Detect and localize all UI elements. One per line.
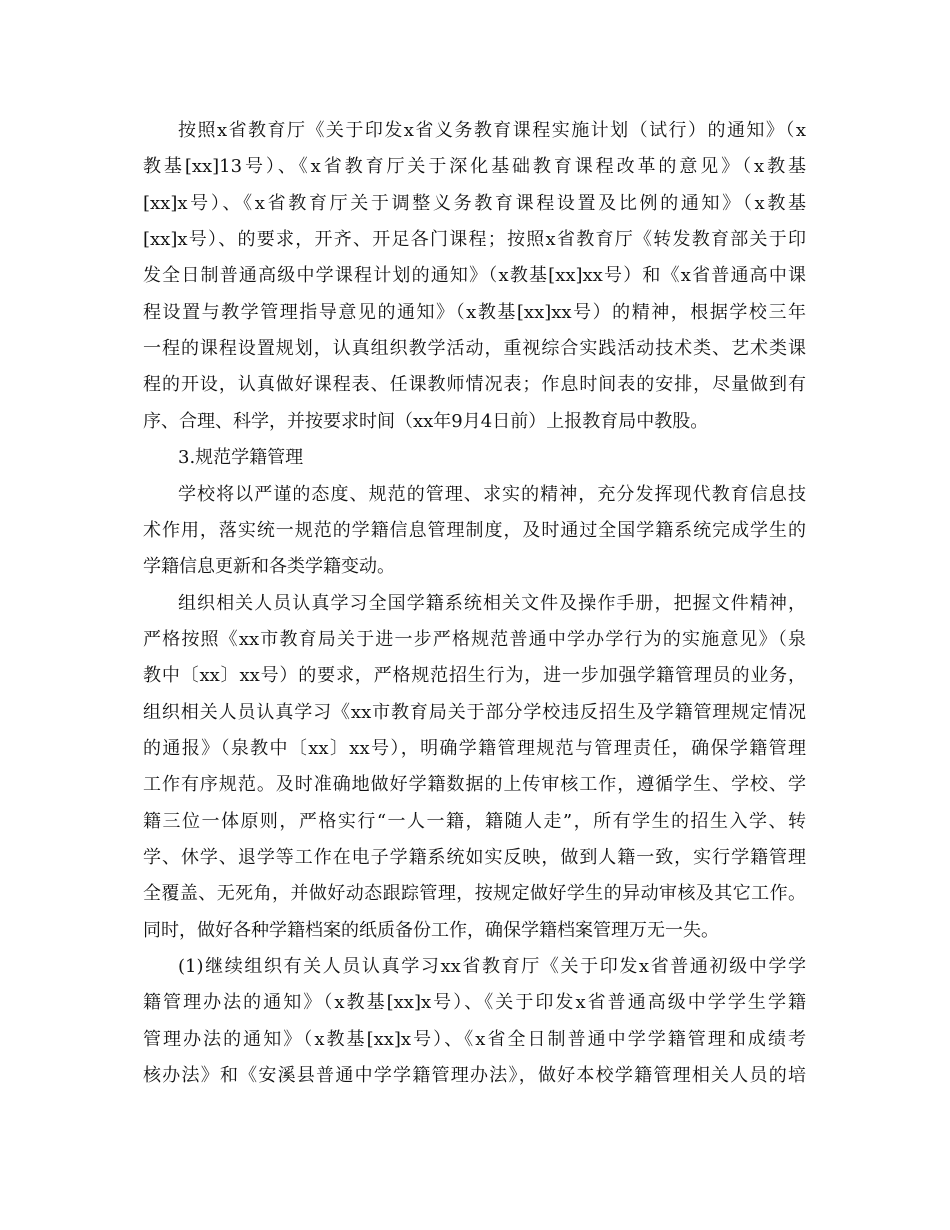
text-line: 学校将以严谨的态度、规范的管理、求实的精神，充分发挥现代教育信息技 xyxy=(178,483,806,505)
text-line: 管理办法的通知》（x教基[xx]x号）、《x省全日制普通中学学籍管理和成绩考 xyxy=(143,1028,806,1050)
text-line: 3.规范学籍管理 xyxy=(178,447,304,469)
text-line: 籍三位一体原则，严格实行“一人一籍，籍随人走”，所有学生的招生入学、转 xyxy=(143,810,806,832)
text-line: 严格按照《xx市教育局关于进一步严格规范普通中学办学行为的实施意见》（泉 xyxy=(143,628,806,650)
text-line: 程设置与教学管理指导意见的通知》（x教基[xx]xx号）的精神，根据学校三年 xyxy=(143,301,806,323)
text-line: 组织相关人员认真学习《xx市教育局关于部分学校违反招生及学籍管理规定情况 xyxy=(143,701,806,723)
text-line: [xx]x号）、《x省教育厅关于调整义务教育课程设置及比例的通知》（x教基 xyxy=(143,192,806,214)
text-line: 工作有序规范。及时准确地做好学籍数据的上传审核工作，遵循学生、学校、学 xyxy=(143,774,806,796)
text-line: 发全日制普通高级中学课程计划的通知》（x教基[xx]xx号）和《x省普通高中课 xyxy=(143,265,806,287)
text-line: 序、合理、科学，并按要求时间（xx年9月4日前）上报教育局中教股。 xyxy=(143,410,709,432)
text-line: 核办法》和《安溪县普通中学学籍管理办法》，做好本校学籍管理相关人员的培 xyxy=(143,1065,806,1087)
text-line: [xx]x号）、的要求，开齐、开足各门课程；按照x省教育厅《转发教育部关于印 xyxy=(143,229,806,251)
text-line: (1)继续组织有关人员认真学习xx省教育厅《关于印发x省普通初级中学学 xyxy=(178,956,806,978)
text-line: 教基[xx]13号）、《x省教育厅关于深化基础教育课程改革的意见》（x教基 xyxy=(143,156,806,178)
text-line: 籍管理办法的通知》（x教基[xx]x号）、《关于印发x省普通高级中学学生学籍 xyxy=(143,992,806,1014)
text-line: 组织相关人员认真学习全国学籍系统相关文件及操作手册，把握文件精神， xyxy=(178,592,806,614)
text-line: 学、休学、退学等工作在电子学籍系统如实反映，做到人籍一致，实行学籍管理 xyxy=(143,847,806,868)
text-line: 全覆盖、无死角，并做好动态跟踪管理，按规定做好学生的异动审核及其它工作。 xyxy=(143,883,806,905)
text-line: 教中〔xx〕xx号）的要求，严格规范招生行为，进一步加强学籍管理员的业务， xyxy=(143,665,806,687)
text-line: 程的开设，认真做好课程表、任课教师情况表；作息时间表的安排，尽量做到有 xyxy=(143,374,806,396)
text-line: 按照x省教育厅《关于印发x省义务教育课程实施计划（试行）的通知》（x xyxy=(178,120,806,141)
text-line: 术作用，落实统一规范的学籍信息管理制度，及时通过全国学籍系统完成学生的 xyxy=(143,519,806,541)
text-line: 一程的课程设置规划，认真组织教学活动，重视综合实践活动技术类、艺术类课 xyxy=(143,338,806,360)
text-line: 学籍信息更新和各类学籍变动。 xyxy=(143,556,395,578)
text-line: 同时，做好各种学籍档案的纸质备份工作，确保学籍档案管理万无一失。 xyxy=(143,919,719,941)
text-line: 的通报》（泉教中〔xx〕xx号），明确学籍管理规范与管理责任，确保学籍管理 xyxy=(143,737,806,759)
